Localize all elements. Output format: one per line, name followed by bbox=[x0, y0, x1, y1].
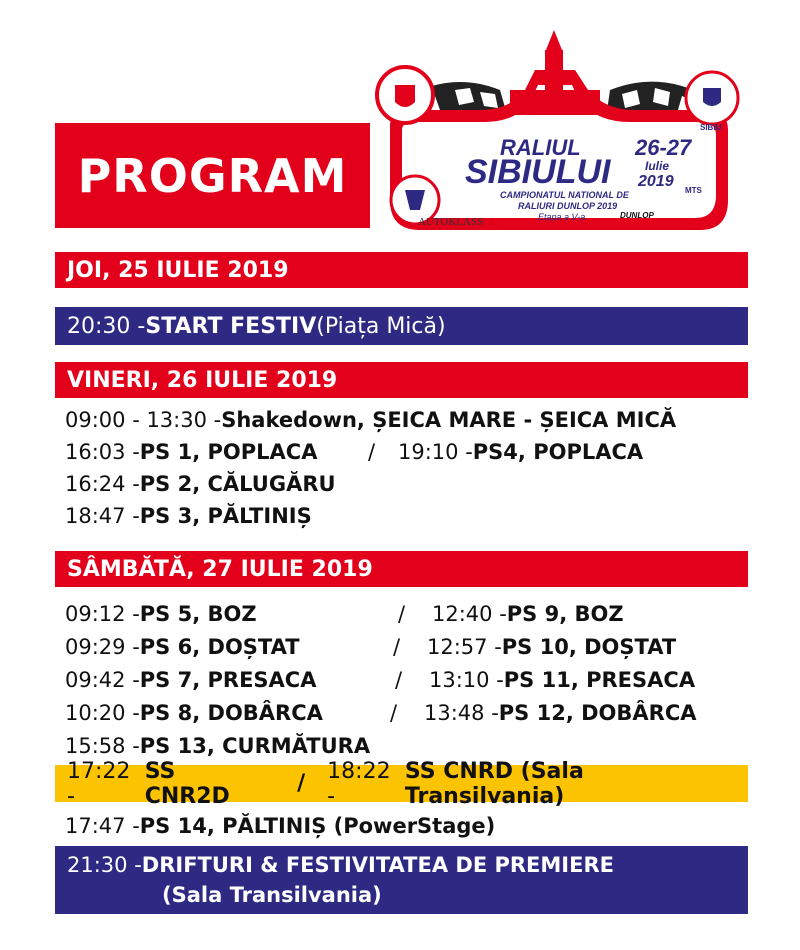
schedule-row bbox=[65, 598, 257, 630]
row-time: 16:03 - bbox=[65, 440, 140, 464]
row-title: PS 12, DOBÂRCA bbox=[498, 701, 697, 725]
day-label: JOI, 25 IULIE 2019 bbox=[67, 257, 289, 283]
city-crest-icon bbox=[377, 67, 433, 123]
event-time: 20:30 - bbox=[67, 313, 146, 339]
row-separator bbox=[395, 664, 402, 696]
schedule-row bbox=[65, 664, 316, 696]
logo-line2: SIBIULUI bbox=[465, 153, 611, 191]
row-title: DRIFTURI & FESTIVITATEA DE PREMIERE bbox=[141, 853, 614, 877]
separator-slash: / bbox=[393, 635, 401, 659]
row-separator bbox=[398, 598, 405, 630]
separator-slash: / bbox=[368, 440, 376, 464]
row-title: PS 2, CĂLUGĂRU bbox=[139, 472, 336, 496]
schedule-row bbox=[65, 436, 317, 468]
day-header-saturday bbox=[55, 551, 748, 587]
row-title: PS 9, BOZ bbox=[506, 602, 624, 626]
schedule-row bbox=[65, 810, 495, 842]
logo-dates: 26-27 bbox=[635, 135, 692, 160]
tower-icon bbox=[510, 30, 600, 115]
row-separator bbox=[393, 631, 400, 663]
super-special-bar bbox=[55, 758, 748, 809]
row-time: 19:10 - bbox=[398, 440, 473, 464]
row-time: 09:00 - 13:30 - bbox=[65, 408, 222, 432]
schedule-row bbox=[65, 404, 676, 436]
row-time: 09:29 - bbox=[65, 635, 140, 659]
schedule-row bbox=[65, 697, 323, 729]
day-header-friday bbox=[55, 362, 748, 398]
row-time: 13:10 - bbox=[429, 668, 504, 692]
row-title: PS 8, DOBÂRCA bbox=[139, 701, 323, 725]
sponsor-dunlop: DUNLOP bbox=[620, 211, 654, 220]
day-label: VINERI, 26 IULIE 2019 bbox=[67, 367, 338, 393]
schedule-row bbox=[65, 730, 370, 762]
row-title: PS 13, CURMĂTURA bbox=[139, 734, 371, 758]
row-separator bbox=[368, 436, 375, 468]
final-event-bar bbox=[55, 846, 748, 914]
sponsor-mts: MTS bbox=[685, 186, 702, 195]
row-title: PS 5, BOZ bbox=[139, 602, 257, 626]
row-title: Shakedown, ȘEICA MARE - ȘEICA MICĂ bbox=[221, 408, 677, 432]
event-place: (Sala Transilvania) bbox=[162, 883, 382, 907]
row-time: 18:47 - bbox=[65, 504, 140, 528]
schedule-row-second bbox=[427, 631, 676, 663]
schedule-row bbox=[65, 500, 312, 532]
row-separator bbox=[390, 697, 397, 729]
row-time: 10:20 - bbox=[65, 701, 140, 725]
row-time: 13:48 - bbox=[424, 701, 499, 725]
row-title: PS 3, PĂLTINIȘ bbox=[139, 504, 312, 528]
logo-stage: Etapa a V-a bbox=[538, 212, 586, 222]
logo-year: 2019 bbox=[638, 173, 674, 190]
county-crest-icon bbox=[686, 72, 738, 124]
row-time: 12:40 - bbox=[432, 602, 507, 626]
row-title: PS 11, PRESACA bbox=[503, 668, 696, 692]
row-title: SS CNR2D bbox=[144, 758, 230, 809]
separator-slash: / bbox=[395, 668, 403, 692]
schedule-row-second bbox=[429, 664, 695, 696]
separator-slash: / bbox=[390, 701, 398, 725]
row-title: PS 6, DOȘTAT bbox=[139, 635, 300, 659]
rally-logo bbox=[360, 30, 752, 240]
logo-champ2: RALIURI DUNLOP 2019 bbox=[518, 201, 618, 211]
start-festiv-bar bbox=[55, 307, 748, 345]
row-time: 12:57 - bbox=[427, 635, 502, 659]
row-time: 18:22 - bbox=[327, 758, 391, 809]
program-title bbox=[55, 123, 370, 228]
logo-month: Iulie bbox=[645, 159, 670, 173]
logo-champ1: CAMPIONATUL NATIONAL DE bbox=[500, 190, 629, 200]
row-title: PS 14, PĂLTINIȘ (PowerStage) bbox=[139, 814, 496, 838]
row-time: 16:24 - bbox=[65, 472, 140, 496]
event-place: (Piața Mică) bbox=[316, 313, 446, 339]
schedule-row bbox=[65, 631, 300, 663]
logo-line1: RALIUL bbox=[500, 135, 581, 160]
separator-slash: / bbox=[398, 602, 406, 626]
row-time: 21:30 - bbox=[67, 853, 142, 877]
schedule-row-second bbox=[432, 598, 624, 630]
day-label: SÂMBĂTĂ, 27 IULIE 2019 bbox=[67, 556, 373, 582]
row-title: PS 7, PRESACA bbox=[139, 668, 317, 692]
row-title: PS 10, DOȘTAT bbox=[501, 635, 677, 659]
schedule-row-second bbox=[398, 436, 643, 468]
row-time: 17:22 - bbox=[67, 758, 131, 809]
event-title: START FESTIV bbox=[145, 313, 317, 339]
row-title: PS 1, POPLACA bbox=[139, 440, 318, 464]
row-time: 15:58 - bbox=[65, 734, 140, 758]
row-title: SS CNRD (Sala Transilvania) bbox=[404, 758, 584, 809]
row-time: 09:42 - bbox=[65, 668, 140, 692]
program-title-text: PROGRAM bbox=[77, 148, 348, 203]
sponsor-autoklass: AUTOKLASS bbox=[418, 216, 484, 228]
schedule-row bbox=[65, 468, 336, 500]
schedule-row-second bbox=[424, 697, 697, 729]
row-time: 09:12 - bbox=[65, 602, 140, 626]
separator-slash: / bbox=[297, 771, 306, 796]
row-time: 17:47 - bbox=[65, 814, 140, 838]
day-header-thursday bbox=[55, 252, 748, 288]
row-title: PS4, POPLACA bbox=[472, 440, 644, 464]
sponsor-sibiu: SIBIU bbox=[700, 123, 722, 132]
